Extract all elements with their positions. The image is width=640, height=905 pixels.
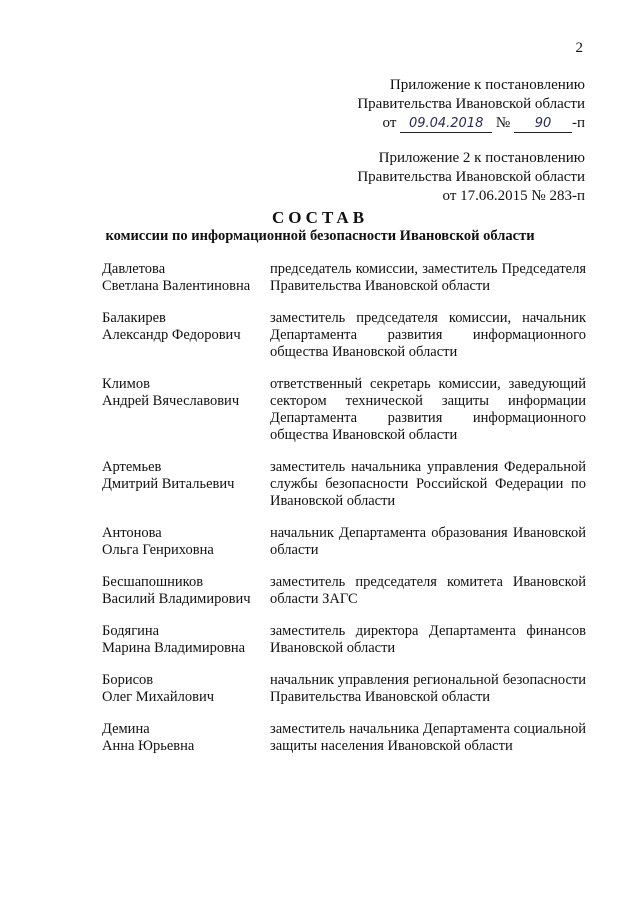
member-given-name: Олег Михайлович [102, 689, 215, 705]
appendix-line-2: Правительства Ивановской области [357, 96, 585, 112]
member-given-name: Василий Владимирович [102, 591, 251, 607]
member-given-name: Дмитрий Витальевич [102, 476, 235, 492]
document-title: СОСТАВ [271, 208, 369, 227]
member-name [102, 574, 270, 608]
member-entry [102, 721, 586, 755]
member-name [102, 261, 270, 295]
member-role: заместитель директора Департамента финансов Ивановской области [270, 623, 586, 656]
number-label: № [495, 115, 511, 131]
member-name [102, 672, 270, 706]
member-name [102, 623, 270, 657]
appendix2-header [357, 149, 585, 206]
member-given-name: Марина Владимировна [102, 640, 246, 656]
appendix-line-1: Приложение к постановлению [389, 77, 585, 93]
member-name [102, 310, 270, 361]
member-role: заместитель председателя комиссии, начальник Департамента развития информационного общества Ивановской области [270, 310, 586, 360]
member-name [102, 721, 270, 755]
date-prefix: от [382, 115, 397, 131]
member-surname: Давлетова [102, 261, 166, 277]
member-given-name: Анна Юрьевна [102, 738, 195, 754]
appendix-date-line [357, 114, 585, 133]
member-given-name: Светлана Валентиновна [102, 278, 251, 294]
member-surname: Бесшапошников [102, 574, 204, 590]
member-role: заместитель начальника Департамента социальной защиты населения Ивановской области [270, 721, 586, 754]
member-surname: Бодягина [102, 623, 160, 639]
member-entry [102, 623, 586, 657]
member-role: заместитель председателя комитета Ивановской области ЗАГС [270, 574, 586, 607]
member-entry [102, 672, 586, 706]
member-role: заместитель начальника управления Федеральной службы безопасности Российской Федерации по Ивановской области [270, 459, 586, 509]
member-given-name: Андрей Вячеславович [102, 393, 240, 409]
member-name [102, 459, 270, 510]
member-entry [102, 261, 586, 295]
member-surname: Антонова [102, 525, 162, 541]
member-name [102, 376, 270, 444]
member-surname: Демина [102, 721, 150, 737]
appendix2-line-1: Приложение 2 к постановлению [378, 150, 585, 166]
member-entry [102, 310, 586, 361]
member-surname: Артемьев [102, 459, 162, 475]
member-role: начальник Департамента образования Ивановской области [270, 525, 586, 558]
appendix2-line-2: Правительства Ивановской области [357, 169, 585, 185]
member-entry [102, 574, 586, 608]
member-given-name: Ольга Генриховна [102, 542, 214, 558]
appendix2-line-3: от 17.06.2015 № 283-п [442, 188, 585, 204]
handwritten-date: 09.04.2018 [400, 116, 492, 133]
member-given-name: Александр Федорович [102, 327, 241, 343]
member-surname: Борисов [102, 672, 154, 688]
appendix-header [357, 76, 585, 133]
member-entry [102, 459, 586, 510]
member-surname: Климов [102, 376, 150, 392]
member-role: ответственный секретарь комиссии, заведующий сектором технической защиты информации Департамента развития информационного общества Ивановской области [270, 376, 586, 443]
page-number: 2 [575, 40, 583, 56]
document-subtitle: комиссии по информационной безопасности Ивановской области [105, 228, 535, 244]
member-role: председатель комиссии, заместитель Председателя Правительства Ивановской области [270, 261, 586, 294]
members-list [102, 261, 586, 770]
member-role: начальник управления региональной безопасности Правительства Ивановской области [270, 672, 586, 705]
member-entry [102, 525, 586, 559]
number-suffix: -п [571, 115, 585, 131]
member-entry [102, 376, 586, 444]
member-name [102, 525, 270, 559]
handwritten-number: 90 [514, 116, 572, 133]
member-surname: Балакирев [102, 310, 166, 326]
